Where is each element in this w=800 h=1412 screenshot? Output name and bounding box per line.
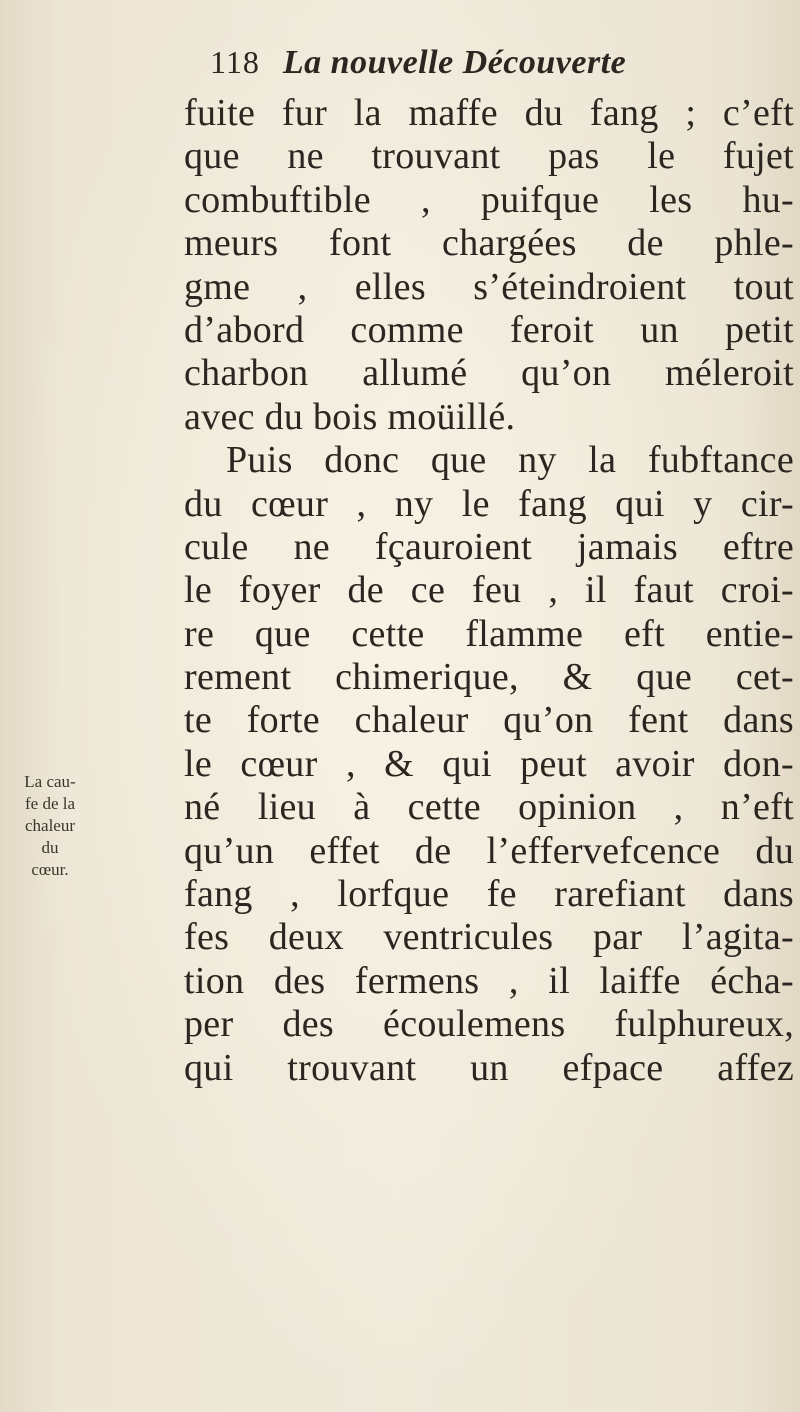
- margin-note: [14, 771, 86, 881]
- text-line: rement chimerique, & que cet-: [184, 656, 794, 699]
- text-line: qui trouvant un efpace affez: [184, 1046, 794, 1089]
- text-line: re que cette flamme eft entie-: [184, 612, 794, 655]
- margin-note-line: La cau-: [24, 772, 76, 791]
- text-line: avec du bois moüillé.: [184, 395, 516, 438]
- margin-note-line: fe de la: [24, 794, 76, 813]
- margin-note-line: cœur.: [31, 860, 69, 879]
- page-header: [210, 44, 730, 92]
- text-line: fang , lorfque fe rarefiant dans: [184, 873, 794, 916]
- body-text: [184, 92, 794, 1090]
- text-line: qu’un effet de l’effervefcence du: [184, 829, 794, 872]
- text-line: cule ne fçauroient jamais eftre: [184, 525, 794, 568]
- text-line: gme , elles s’éteindroient tout: [184, 265, 794, 308]
- text-line: le cœur , & qui peut avoir don-: [184, 742, 794, 785]
- paragraph-start-line: Puis donc que ny la fubftance: [226, 439, 794, 482]
- text-line: charbon allumé qu’on méleroit: [184, 352, 794, 395]
- running-title: La nouvelle Découverte: [282, 44, 627, 81]
- text-line: du cœur , ny le fang qui y cir-: [184, 482, 794, 525]
- text-line: que ne trouvant pas le fujet: [184, 135, 794, 178]
- text-line: d’abord comme feroit un petit: [184, 308, 794, 351]
- text-line: combuftible , puifque les hu-: [184, 178, 794, 221]
- text-line: tion des fermens , il laiffe écha-: [184, 959, 794, 1002]
- text-line: te forte chaleur qu’on fent dans: [184, 699, 794, 742]
- text-line: le foyer de ce feu , il faut croi-: [184, 569, 794, 612]
- page-number: 118: [210, 44, 260, 80]
- text-line: né lieu à cette opinion , n’eft: [184, 786, 794, 829]
- margin-note-line: chaleur: [24, 816, 76, 835]
- text-line: fes deux ventricules par l’agita-: [184, 916, 794, 959]
- margin-note-line: du: [41, 838, 59, 857]
- text-line: per des écoulemens fulphureux,: [184, 1003, 794, 1046]
- text-line: fuite fur la maffe du fang ; c’eft: [184, 92, 794, 134]
- text-line: meurs font chargées de phle-: [184, 222, 794, 265]
